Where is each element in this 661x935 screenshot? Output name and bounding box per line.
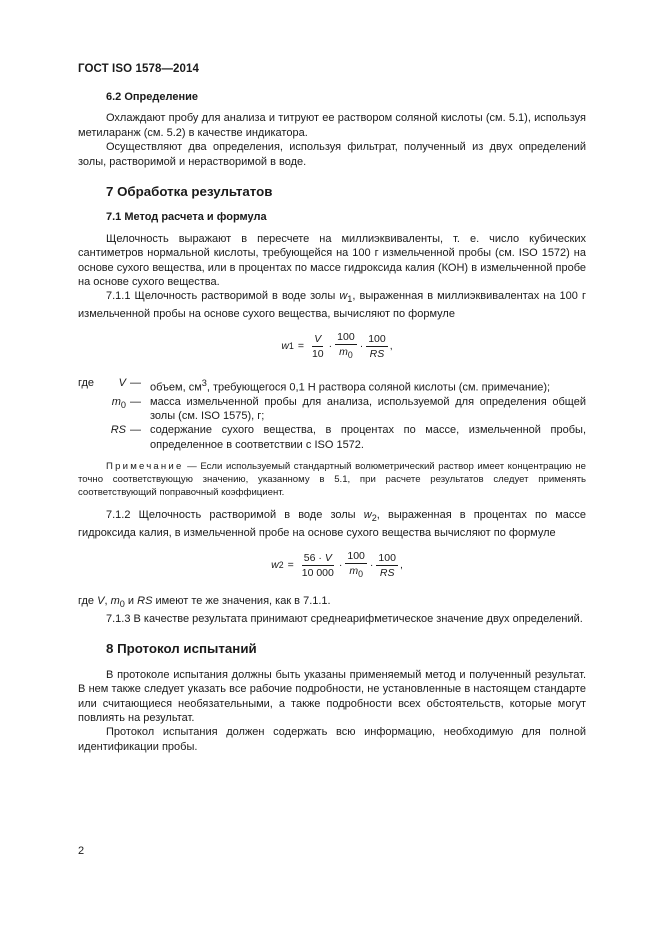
paragraph: Протокол испытания должен содержать всю информацию, необходимую для полной идентификации пробы. — [78, 726, 586, 753]
formula-w2: w 2 = $\frac{56 \cdot V}{10 000}$ · $\frac{100}{m_0}$ · $\frac{100}{RS}$ , — [271, 550, 403, 580]
page-number: 2 — [78, 845, 85, 857]
variable-definitions — [78, 376, 586, 453]
paragraph-where: где V, $m_0$ и RS имеют те же значения, как в 7.1.1. — [78, 595, 331, 610]
section-7-heading: 7 Обработка результатов — [106, 184, 273, 200]
fraction: $\frac{56 \cdot V}{10 000}$ — [301, 551, 334, 579]
page-content — [78, 90, 586, 754]
fraction: $\frac{V}{10}$ — [311, 333, 324, 361]
fraction: $\frac{100}{m_0}$ — [347, 550, 365, 580]
section-6-2-heading: 6.2 Определение — [106, 91, 198, 103]
standard-header: ГОСТ ISO 1578—2014 — [78, 63, 200, 75]
formula-w1: w 1 = $\frac{V}{10}$ · $\frac{100}{m_0}$ · $\frac{100}{RS}$ , — [281, 331, 393, 361]
definition-row: RS — содержание сухого вещества, в процентах по массе, измельченной пробы, определенное в соответствии с ISO 1572. — [110, 424, 586, 451]
fraction: $\frac{100}{m_0}$ — [337, 331, 355, 361]
paragraph: Охлаждают пробу для анализа и титруют ее раствором соляной кислоты (см. 5.1), используя метиларанж (см. 5.2) в качестве индикатора. — [78, 112, 586, 139]
section-8-heading: 8 Протокол испытаний — [106, 641, 257, 657]
paragraph-7-1-2: 7.1.2 Щелочность растворимой в воде золы $w_2$, выраженная в процентах по массе гидроксида калия, в измельченной пробе на основе сухого вещества вычисляют по формуле — [78, 509, 586, 539]
fraction: $\frac{100}{RS}$ — [368, 333, 386, 361]
paragraph-7-1-1: 7.1.1 Щелочность растворимой в воде золы $w_1$, выраженная в миллиэквивалентах на 100 г измельченной пробы на основе сухого вещества, вычисляют по формуле — [78, 290, 586, 321]
paragraph: Осуществляют два определения, используя фильтрат, полученный из двух определений золы, растворимой и нерастворимой в воде. — [78, 141, 586, 168]
paragraph-7-1-3: 7.1.3 В качестве результата принимают среднеарифметическое значение двух определений. — [106, 612, 583, 625]
paragraph: Щелочность выражают в пересчете на миллиэквиваленты, т. е. число кубических сантиметров нормальной кислоты, требующейся на 100 г измельченной пробы (см. ISO 1572) на основе сухого вещества, или в процентах по массе гидроксида калия (КОН) в измельченной пробе на основе сухого вещества. — [78, 232, 586, 289]
section-7-1-heading: 7.1 Метод расчета и формула — [106, 211, 267, 224]
paragraph: В протоколе испытания должны быть указаны применяемый метод и полученный результат. В нем также следует указать все рабочие подробности, не установленные в настоящем стандарте или считающиеся необязательными, а также подробности всех обстоятельств, которые могут повлиять на результат. — [78, 668, 586, 724]
fraction: $\frac{100}{RS}$ — [378, 551, 396, 579]
definition-row: $m_0$ — масса измельченной пробы для анализа, используемой для определения общей золы (см. ISO 1575), г; — [111, 395, 586, 423]
definition-row: где V — объем, $см^3$, требующегося 0,1 Н раствора соляной кислоты (см. примечание); — [78, 376, 551, 394]
note: Примечание — Если используемый стандартный волюметрический раствор имеет концентрацию не точно соответствующую значению, указанному в 5.1, при расчете результатов следует применять соответствующий поправочный коэффициент. — [78, 461, 586, 499]
